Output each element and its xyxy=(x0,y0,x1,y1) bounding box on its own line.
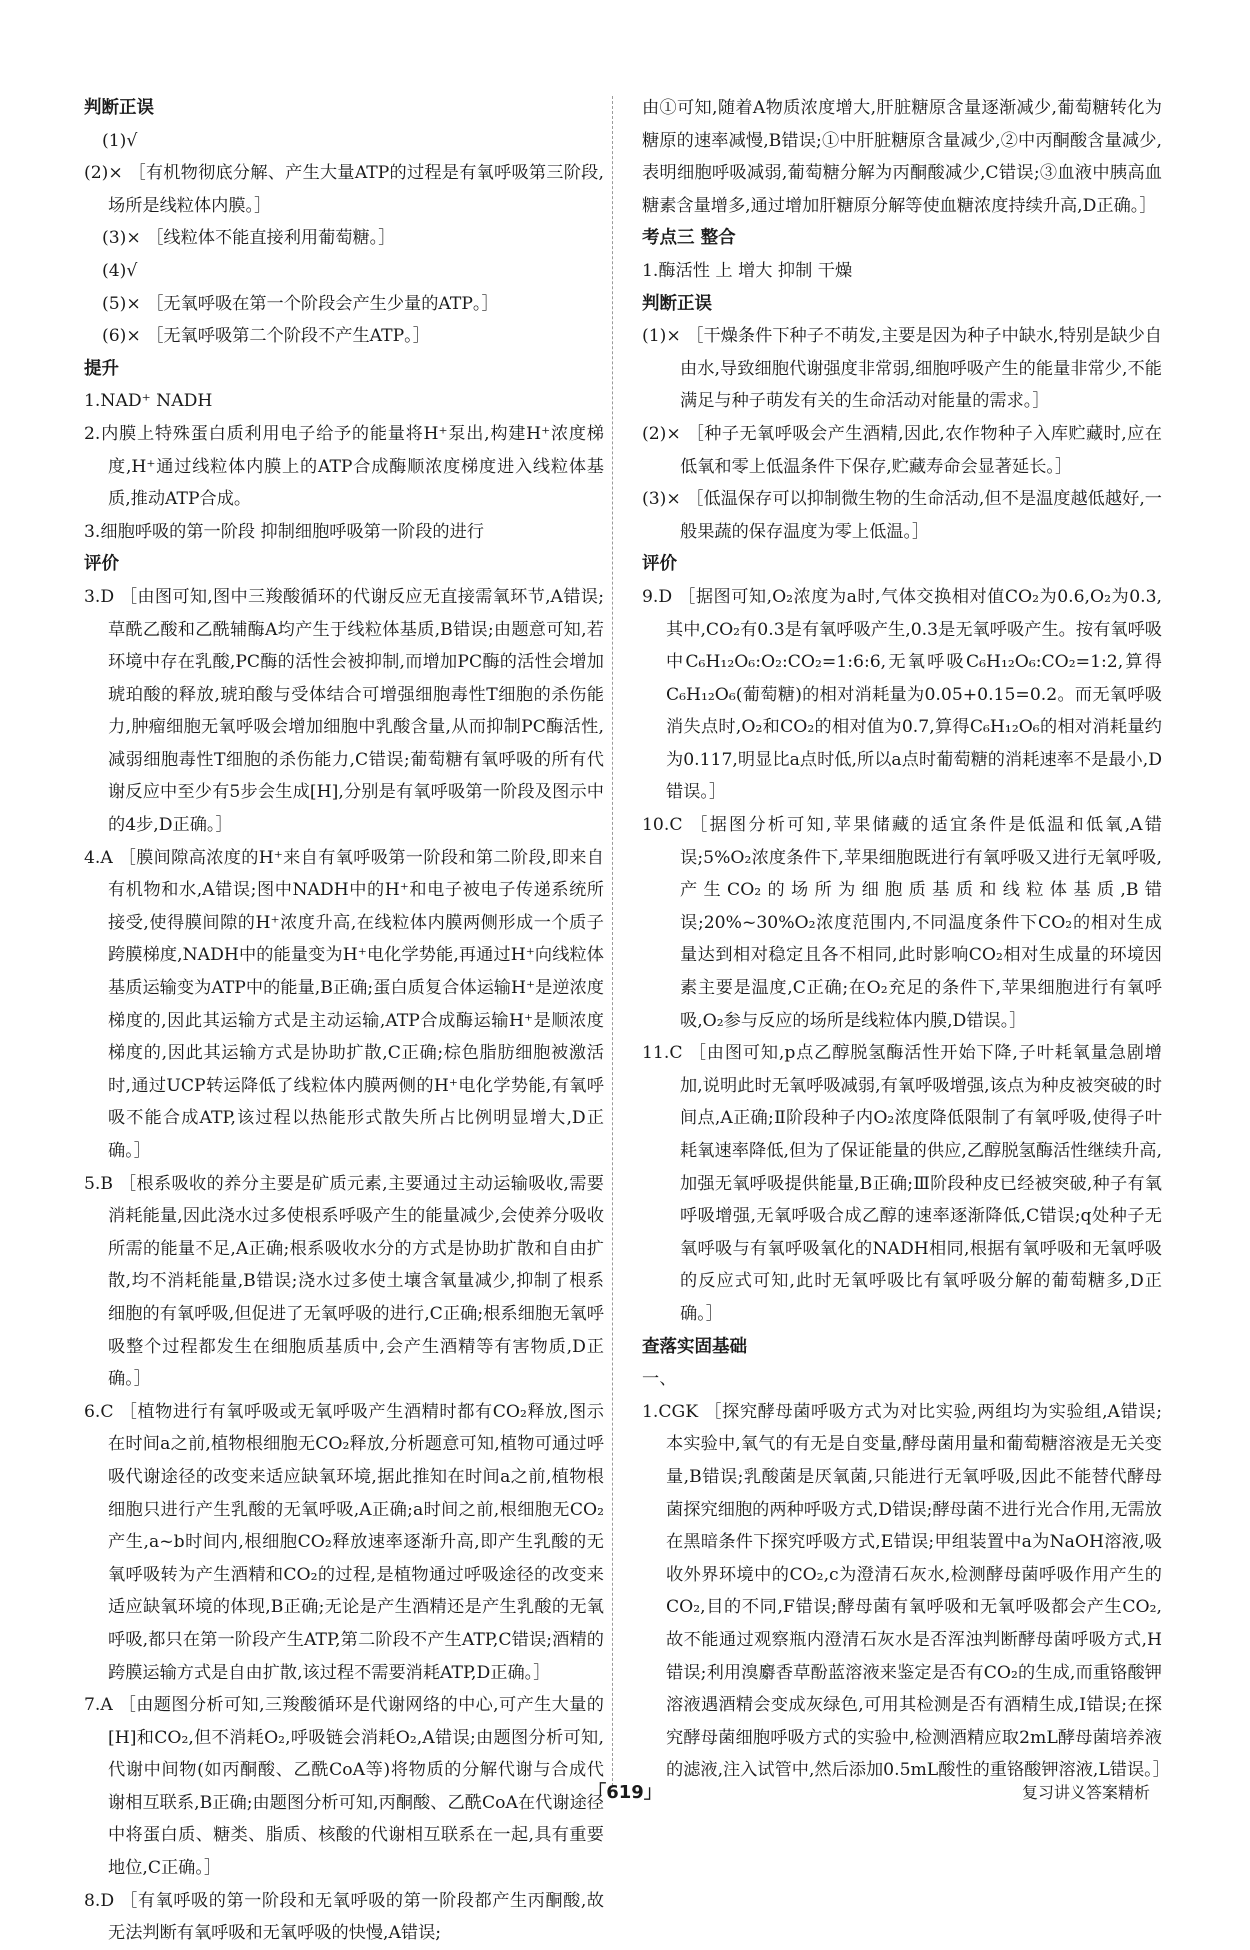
text-paragraph: (3)× ［低温保存可以抑制微生物的生命活动,但不是温度越低越好,一般果蔬的保存温度为零上低温。］ xyxy=(642,489,1162,542)
text-paragraph: (1)√ xyxy=(102,130,138,151)
text-paragraph: 4.A ［膜间隙高浓度的H⁺来自有氧呼吸第一阶段和第二阶段,即来自有机物和水,A错误;图中NADH中的H⁺和电子被电子传递系统所接受,使得膜间隙的H⁺浓度升高,在线粒体内膜两侧形成一个质子跨膜梯度,NADH中的能量变为H⁺电化学势能,再通过H⁺向线粒体基质运输变为ATP中的能量,B正确;蛋白质复合体运输H⁺是逆浓度梯度的,因此其运输方式是主动运输,ATP合成酶运输H⁺是顺浓度梯度的,因此其运输方式是协助扩散,C正确;棕色脂肪细胞被激活时,通过UCP转运降低了线粒体内膜两侧的H⁺电化学势能,有氧呼吸不能合成ATP,该过程以热能形式散失所占比例明显增大,D正确。］ xyxy=(84,847,604,1161)
section-heading: 判断正误 xyxy=(642,293,712,314)
column-divider xyxy=(612,96,613,1786)
section-heading: 提升 xyxy=(84,358,119,379)
footer-title: 复习讲义答案精析 xyxy=(1021,1783,1150,1802)
section-heading: 查落实固基础 xyxy=(642,1336,747,1357)
section-heading: 判断正误 xyxy=(84,98,154,118)
text-paragraph: 8.D ［有氧呼吸的第一阶段和无氧呼吸的第一阶段都产生丙酮酸,故无法判断有氧呼吸和无氧呼吸的快慢,A错误; xyxy=(84,1890,604,1944)
text-paragraph: 3.D ［由图可知,图中三羧酸循环的代谢反应无直接需氧环节,A错误;草酰乙酸和乙酰辅酶A均产生于线粒体基质,B错误;由题意可知,若环境中存在乳酸,PC酶的活性会被抑制,而增加PC酶的活性会增加琥珀酸的释放,琥珀酸与受体结合可增强细胞毒性T细胞的杀伤能力,肿瘤细胞无氧呼吸会增加细胞中乳酸含量,从而抑制PC酶活性,减弱细胞毒性T细胞的杀伤能力,C错误;葡萄糖有氧呼吸的所有代谢反应中至少有5步会生成[H],分别是有氧呼吸第一阶段及图示中的4步,D正确。］ xyxy=(84,586,604,836)
text-paragraph: 一、 xyxy=(642,1369,677,1390)
text-paragraph: 2.内膜上特殊蛋白质利用电子给予的能量将H⁺泵出,构建H⁺浓度梯度,H⁺通过线粒体内膜上的ATP合成酶顺浓度梯度进入线粒体基质,推动ATP合成。 xyxy=(84,423,604,510)
text-paragraph: 5.B ［根系吸收的养分主要是矿质元素,主要通过主动运输吸收,需要消耗能量,因此浇水过多使根系呼吸产生的能量减少,会使养分吸收所需的能量不足,A正确;根系吸收水分的方式是协助扩散和自由扩散,均不消耗能量,B错误;浇水过多使土壤含氧量减少,抑制了根系细胞的有氧呼吸,但促进了无氧呼吸的进行,C正确;根系细胞无氧呼吸整个过程都发生在细胞质基质中,会产生酒精等有害物质,D正确。］ xyxy=(84,1173,604,1390)
right-column xyxy=(642,92,1170,1787)
text-paragraph: 1.酶活性 上 增大 抑制 干燥 xyxy=(642,260,853,281)
text-paragraph: 10.C ［据图分析可知,苹果储藏的适宜条件是低温和低氧,A错误;5%O₂浓度条件下,苹果细胞既进行有氧呼吸又进行无氧呼吸,产生CO₂的场所为细胞质基质和线粒体基质,B错误;20%~30%O₂浓度范围内,不同温度条件下CO₂的相对生成量达到相对稳定且各不相同,此时影响CO₂相对生成量的环境因素主要是温度,C正确;在O₂充足的条件下,苹果细胞进行有氧呼吸,O₂参与反应的场所是线粒体内膜,D错误。］ xyxy=(642,815,1162,1031)
text-paragraph: 9.D ［据图可知,O₂浓度为a时,气体交换相对值CO₂为0.6,O₂为0.3,其中,CO₂有0.3是有氧呼吸产生,0.3是无氧呼吸产生。按有氧呼吸中C₆H₁₂O₆:O₂:CO₂=1:6:6,无氧呼吸C₆H₁₂O₆:CO₂=1:2,算得C₆H₁₂O₆(葡萄糖)的相对消耗量为0.05+0.15=0.2。而无氧呼吸消失点时,O₂和CO₂的相对值为0.7,算得C₆H₁₂O₆的相对消耗量约为0.117,明显比a点时低,所以a点时葡萄糖的消耗速率不是最小,D错误。］ xyxy=(642,586,1162,803)
text-paragraph: (4)√ xyxy=(102,260,138,281)
text-paragraph: 11.C ［由图可知,p点乙醇脱氢酶活性开始下降,子叶耗氧量急剧增加,说明此时无氧呼吸减弱,有氧呼吸增强,该点为种皮被突破的时间点,A正确;Ⅱ阶段种子内O₂浓度降低限制了有氧呼吸,使得子叶耗氧速率降低,但为了保证能量的供应,乙醇脱氢酶活性继续升高,加强无氧呼吸提供能量,B正确;Ⅲ阶段种皮已经被突破,种子有氧呼吸增强,无氧呼吸合成乙醇的速率逐渐降低,C错误;q处种子无氧呼吸与有氧呼吸氧化的NADH相同,根据有氧呼吸和无氧呼吸的反应式可知,此时无氧呼吸比有氧呼吸分解的葡萄糖多,D正确。］ xyxy=(642,1043,1162,1324)
text-paragraph: 3.细胞呼吸的第一阶段 抑制细胞呼吸第一阶段的进行 xyxy=(84,521,484,542)
text-paragraph: 7.A ［由题图分析可知,三羧酸循环是代谢网络的中心,可产生大量的[H]和CO₂,但不消耗O₂,呼吸链会消耗O₂,A错误;由题图分析可知,代谢中间物(如丙酮酸、乙酰CoA等)将物质的分解代谢与合成代谢相互联系,B正确;由题图分析可知,丙酮酸、乙酰CoA在代谢途径中将蛋白质、糖类、脂质、核酸的代谢相互联系在一起,具有重要地位,C正确。］ xyxy=(84,1695,604,1879)
text-paragraph: (3)× ［线粒体不能直接利用葡萄糖。］ xyxy=(102,228,396,249)
text-paragraph: (6)× ［无氧呼吸第二个阶段不产生ATP。］ xyxy=(102,326,430,347)
text-paragraph: 由①可知,随着A物质浓度增大,肝脏糖原含量逐渐减少,葡萄糖转化为糖原的速率减慢,B错误;①中肝脏糖原含量减少,②中丙酮酸含量减少,表明细胞呼吸减弱,葡萄糖分解为丙酮酸减少,C错误;③血液中胰高血糖素含量增多,通过增加肝糖原分解等使血糖浓度持续升高,D正确。］ xyxy=(642,98,1162,216)
text-paragraph: 6.C ［植物进行有氧呼吸或无氧呼吸产生酒精时都有CO₂释放,图示在时间a之前,植物根细胞无CO₂释放,分析题意可知,植物可通过呼吸代谢途径的改变来适应缺氧环境,据此推知在时间a之前,植物根细胞只进行产生乳酸的无氧呼吸,A正确;a时间之前,根细胞无CO₂产生,a~b时间内,根细胞CO₂释放速率逐渐升高,即产生乳酸的无氧呼吸转为产生酒精和CO₂的过程,是植物通过呼吸途径的改变来适应缺氧环境的体现,B正确;无论是产生酒精还是产生乳酸的无氧呼吸,都只在第一阶段产生ATP,第二阶段不产生ATP,C错误;酒精的跨膜运输方式是自由扩散,该过程不需要消耗ATP,D正确。］ xyxy=(84,1401,604,1683)
text-paragraph: (5)× ［无氧呼吸在第一个阶段会产生少量的ATP。］ xyxy=(102,293,499,314)
text-paragraph: 1.CGK ［探究酵母菌呼吸方式为对比实验,两组均为实验组,A错误;本实验中,氧气的有无是自变量,酵母菌用量和葡萄糖溶液是无关变量,B错误;乳酸菌是厌氧菌,只能进行无氧呼吸,因此不能替代酵母菌探究细胞的两种呼吸方式,D错误;酵母菌不进行光合作用,无需放在黑暗条件下探究呼吸方式,E错误;甲组装置中a为NaOH溶液,吸收外界环境中的CO₂,c为澄清石灰水,检测酵母菌呼吸作用产生的CO₂,目的不同,F错误;酵母菌有氧呼吸和无氧呼吸都会产生CO₂,故不能通过观察瓶内澄清石灰水是否浑浊判断酵母菌呼吸方式,H错误;利用溴麝香草酚蓝溶液来鉴定是否有CO₂的生成,而重铬酸钾溶液遇酒精会变成灰绿色,可用其检测是否有酒精生成,I错误;在探究酵母菌细胞呼吸方式的实验中,检测酒精应取2mL酵母菌培养液的滤液,注入试管中,然后添加0.5mL酸性的重铬酸钾溶液,L错误。］ xyxy=(642,1401,1170,1781)
section-heading: 考点三 整合 xyxy=(642,228,736,249)
text-paragraph: 1.NAD⁺ NADH xyxy=(84,391,213,412)
left-column xyxy=(84,92,604,1950)
text-paragraph: (2)× ［种子无氧呼吸会产生酒精,因此,农作物种子入库贮藏时,应在低氧和零上低温条件下保存,贮藏寿命会显著延长。］ xyxy=(642,423,1162,477)
text-paragraph: (1)× ［干燥条件下种子不萌发,主要是因为种子中缺水,特别是缺少自由水,导致细胞代谢强度非常弱,细胞呼吸产生的能量非常少,不能满足与种子萌发有关的生命活动对能量的需求。］ xyxy=(642,326,1162,412)
section-heading: 评价 xyxy=(84,554,119,575)
text-paragraph: (2)× ［有机物彻底分解、产生大量ATP的过程是有氧呼吸第三阶段,场所是线粒体内膜。］ xyxy=(84,163,604,216)
section-heading: 评价 xyxy=(642,554,677,575)
page-number: 「619」 xyxy=(588,1782,662,1803)
